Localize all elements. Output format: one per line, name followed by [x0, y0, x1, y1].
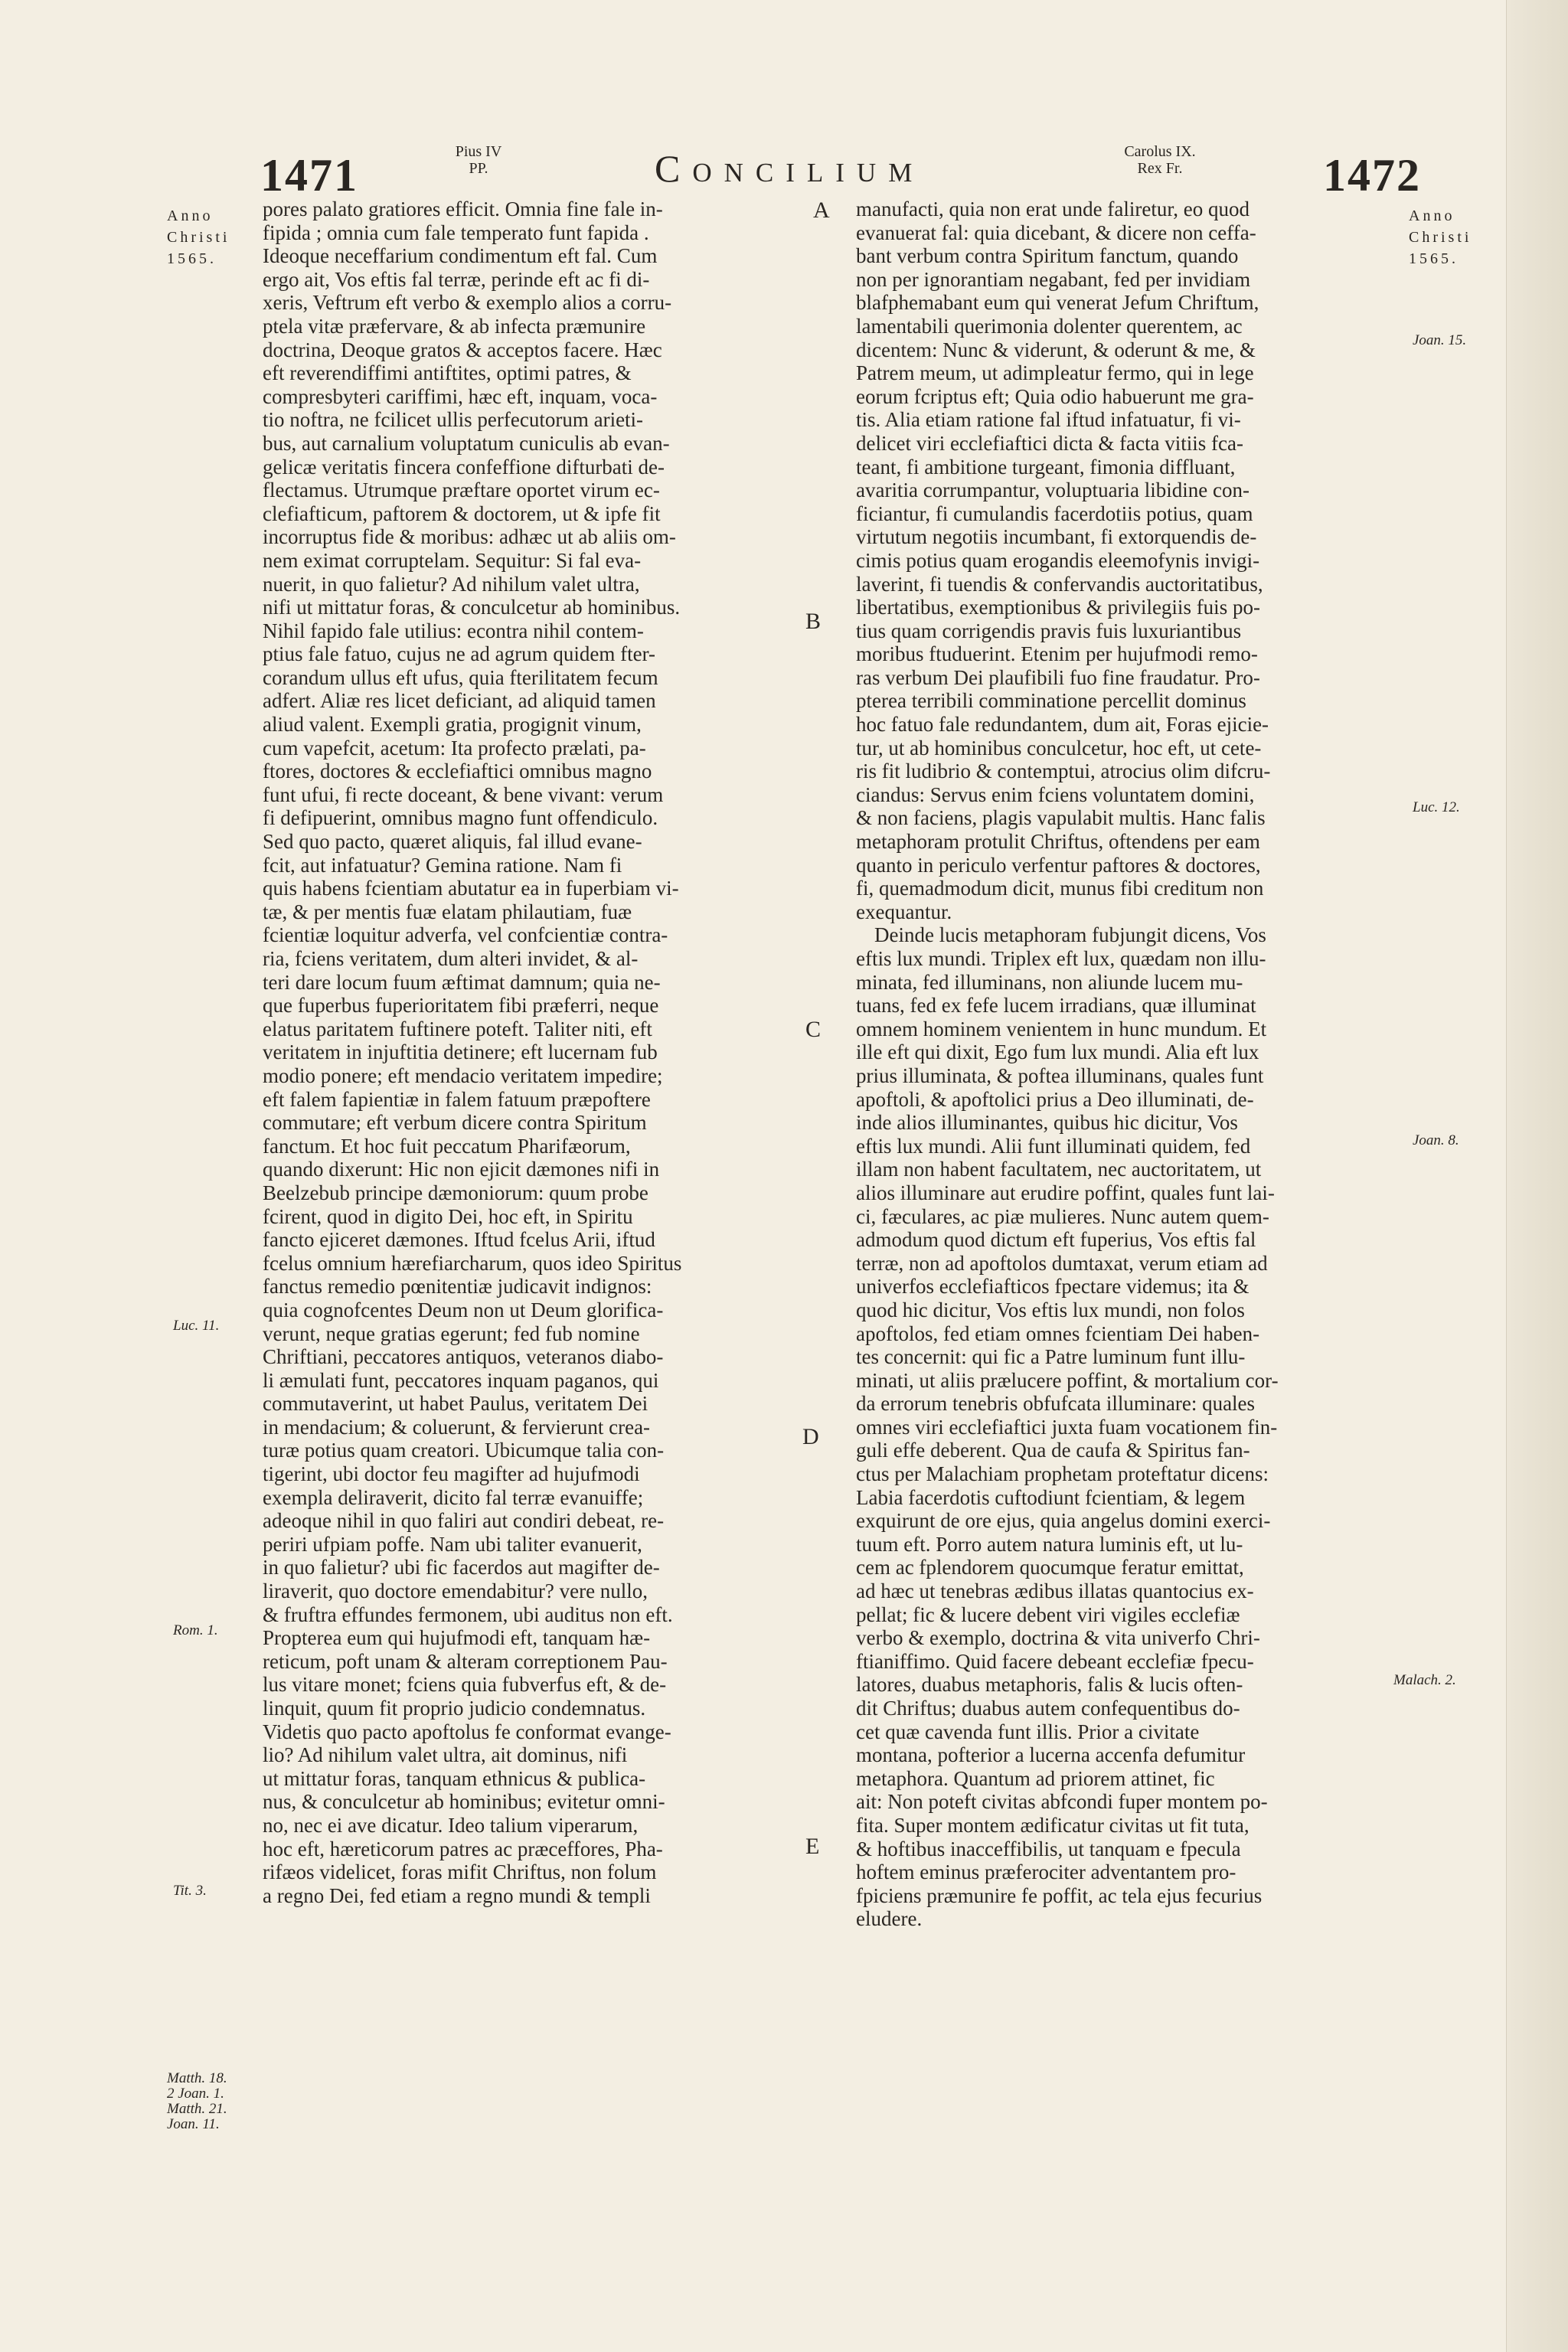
text-line: xeris, Veftrum eft verbo & exemplo alios a corru- — [263, 291, 672, 315]
left-anno-label: Anno — [167, 207, 214, 224]
text-line: ftianiffimo. Quid facere debeant ecclefiæ fpecu- — [856, 1649, 1254, 1673]
text-line: non per ignorantiam negabant, fed per invidiam — [856, 267, 1251, 291]
text-line: flectamus. Utrumque præftare oportet virum ec- — [263, 479, 660, 502]
text-line: fanctum. Et hoc fuit peccatum Pharifæorum, — [263, 1134, 631, 1158]
margin-ref-luc-12: Luc. 12. — [1413, 799, 1460, 815]
left-year-margin — [167, 205, 230, 270]
text-line: dit Chriftus; duabus autem confequentibus do- — [856, 1697, 1240, 1720]
section-letter-d: D — [802, 1424, 819, 1449]
text-line: teri dare locum fuum æftimat damnum; quia ne- — [263, 970, 661, 994]
text-line: prius illuminata, & poftea illuminans, quales funt — [856, 1063, 1264, 1087]
text-line: Propterea eum qui hujufmodi eft, tanquam hæ- — [263, 1626, 651, 1650]
text-line: metaphora. Quantum ad priorem attinet, fic — [856, 1766, 1215, 1790]
text-line: ergo ait, Vos eftis fal terræ, perinde eft ac fi di- — [263, 267, 650, 291]
text-line: quia cognofcentes Deum non ut Deum glorifica- — [263, 1298, 664, 1321]
text-line: & hoftibus inacceffibilis, ut tanquam e fpecula — [856, 1837, 1241, 1860]
text-line: Videtis quo pacto apoftolus fe conformat evange- — [263, 1720, 671, 1743]
margin-ref-joan-11: Joan. 11. — [167, 2116, 220, 2132]
left-text-column — [263, 198, 814, 1907]
text-line: a regno Dei, fed etiam a regno mundi & templi — [263, 1883, 651, 1907]
text-line: ctus per Malachiam prophetam proteftatur dicens: — [856, 1462, 1269, 1486]
text-line: lamentabili querimonia dolenter querentem, ac — [856, 314, 1243, 338]
text-line: eft reverendiffimi antiftites, optimi patres, & — [263, 361, 632, 385]
section-letter-a: A — [813, 198, 830, 223]
text-line: terræ, non ad apoftolos dumtaxat, verum etiam ad — [856, 1251, 1268, 1275]
text-line: tis. Alia etiam ratione fal iftud infatuatur, fi vi- — [856, 408, 1241, 432]
text-line: eftis lux mundi. Alii funt illuminati quidem, fed — [856, 1134, 1251, 1158]
text-line: li æmulati funt, peccatores inquam paganos, qui — [263, 1368, 659, 1392]
text-line: tur, ut ab hominibus conculcetur, hoc eft, ut cete- — [856, 736, 1262, 760]
right-christi-label: Christi — [1409, 229, 1472, 246]
text-line: manufacti, quia non erat unde faliretur, eo quod — [856, 198, 1250, 220]
text-line: exquirunt de ore ejus, quia angelus domini exerci- — [856, 1509, 1271, 1533]
text-line: tio noftra, ne fcilicet ullis perfecutorum arieti- — [263, 408, 644, 432]
text-line: fita. Super montem ædificatur civitas ut fit tuta, — [856, 1813, 1250, 1837]
text-line: nuerit, in quo falietur? Ad nihilum valet ultra, — [263, 572, 640, 596]
text-line: ficiantur, fi cumulandis facerdotiis potius, quam — [856, 501, 1253, 525]
text-line: da errorum tenebris obfufcata illuminare: quales — [856, 1392, 1256, 1416]
text-line: alios illuminare aut erudire poffint, quales funt lai- — [856, 1181, 1275, 1204]
text-line: hoc eft, hæreticorum patres ac præceffores, Pha- — [263, 1837, 663, 1860]
left-year-value: 1565. — [167, 250, 217, 267]
text-line: corandum ullus eft ufus, quia fterilitatem fecum — [263, 665, 658, 689]
king-title: Rex Fr. — [1137, 160, 1183, 177]
king-name: Carolus IX. — [1124, 143, 1196, 160]
text-line: eftis lux mundi. Triplex eft lux, quædam non illu- — [856, 947, 1266, 970]
text-line: tes concernit: qui fic a Patre luminum funt illu- — [856, 1345, 1246, 1369]
text-line: & fruftra effundes fermonem, ubi auditus non eft. — [263, 1602, 673, 1626]
margin-ref-matth-21: Matth. 21. — [167, 2101, 227, 2117]
text-line: blafphemabant eum qui venerat Jefum Chriftum, — [856, 291, 1259, 315]
right-year-value: 1565. — [1409, 250, 1459, 267]
adjacent-page-edge — [1506, 0, 1568, 2352]
text-line: rifæos videlicet, foras mifit Chriftus, non folum — [263, 1860, 657, 1884]
running-title: Concilium — [655, 147, 925, 190]
text-line: cem ac fplendorem quocumque feratur emittat, — [856, 1556, 1244, 1579]
text-line: commutaverint, ut habet Paulus, veritatem Dei — [263, 1392, 648, 1416]
text-line: eludere. — [856, 1907, 923, 1931]
text-line: ci, fæculares, ac piæ mulieres. Nunc autem quem- — [856, 1204, 1269, 1228]
text-line: ria, fciens veritatem, dum alteri invidet, & al- — [263, 947, 639, 970]
pope-title: PP. — [469, 160, 488, 177]
text-line: ras verbum Dei plaufibili fuo fine fraudatur. Pro- — [856, 665, 1260, 689]
text-line: fi defipuerint, omnibus magno funt offendiculo. — [263, 806, 658, 830]
text-line: no, nec ei ave dicatur. Ideo talium viperarum, — [263, 1813, 639, 1837]
text-line: fanctus remedio pœnitentiæ judicavit indignos: — [263, 1275, 652, 1298]
margin-ref-joan-15: Joan. 15. — [1413, 332, 1467, 348]
text-line: Labia facerdotis cuftodiunt fcientiam, & legem — [856, 1485, 1246, 1509]
text-line: omnem hominem venientem in hunc mundum. Et — [856, 1017, 1267, 1040]
text-line: que fuperbus fuperioritatem fibi præferri, neque — [263, 994, 659, 1018]
text-line: libertatibus, exemptionibus & privilegiis fuis po- — [856, 596, 1260, 619]
text-line: moribus ftuduerint. Etenim per hujufmodi remo- — [856, 642, 1258, 666]
text-line: eft falem fapientiæ in falem fatuum præpoftere — [263, 1087, 651, 1111]
text-line: veritatem in injuftitia detinere; eft lucernam fub — [263, 1040, 658, 1064]
margin-ref-luc-11: Luc. 11. — [173, 1318, 220, 1334]
text-line: ille eft qui dixit, Ego fum lux mundi. Alia eft lux — [856, 1040, 1259, 1064]
text-line: pterea terribili comminatione percellit dominus — [856, 689, 1246, 713]
text-line: bus, aut carnalium voluptatum cuniculis ab evan- — [263, 431, 670, 455]
text-line: lio? Ad nihilum valet ultra, ait dominus, nifi — [263, 1743, 628, 1767]
text-line: univerfos ecclefiafticos fpectare videmus; ita & — [856, 1275, 1250, 1298]
text-line: minata, fed illuminans, non aliunde lucem mu- — [856, 970, 1243, 994]
text-line: in quo falietur? ubi fic facerdos aut magifter de- — [263, 1556, 660, 1579]
text-line: doctrina, Deoque gratos & acceptos facere. Hæc — [263, 338, 662, 361]
section-letter-c: C — [805, 1017, 822, 1042]
text-line: illam non habent facultatem, nec auctoritatem, ut — [856, 1158, 1262, 1181]
page-number-left: 1471 — [260, 150, 358, 201]
text-line: ad hæc ut tenebras ædibus illatas quantocius ex- — [856, 1579, 1254, 1603]
text-line: nifi ut mittatur foras, & conculcetur ab hominibus. — [263, 596, 681, 619]
text-line: metaphoram protulit Chriftus, oftendens per eam — [856, 830, 1260, 854]
text-line: quanto in periculo verfentur paftores & doctores, — [856, 853, 1261, 877]
text-line: lus vitare monet; fciens quia fubverfus eft, & de- — [263, 1673, 667, 1697]
text-line: nem eximat corruptelam. Sequitur: Si fal eva- — [263, 548, 642, 572]
text-line: fcientiæ loquitur adverfa, vel confcientiæ contra- — [263, 923, 668, 947]
text-line: quis habens fcientiam abutatur ea in fuperbiam vi- — [263, 877, 679, 900]
text-line: cimis potius quam erogandis eleemofynis invigi- — [856, 548, 1260, 572]
text-line: clefiafticum, paftorem & doctorem, ut & ipfe fit — [263, 501, 661, 525]
text-line: tigerint, ubi doctor feu magifter ad hujufmodi — [263, 1462, 640, 1486]
text-line: tæ, & per mentis fuæ elatam philautiam, fuæ — [263, 900, 632, 923]
text-line: fi, quemadmodum dicit, munus fibi creditum non — [856, 877, 1264, 900]
margin-ref-joan-8: Joan. 8. — [1413, 1132, 1459, 1148]
right-text-column — [856, 198, 1407, 1931]
text-line: teant, fi ambitione turgeant, fimonia diffluant, — [856, 455, 1236, 479]
margin-ref-tit-3: Tit. 3. — [173, 1883, 207, 1899]
text-line: fcelus omnium hærefiarcharum, quos ideo Spiritus — [263, 1251, 682, 1275]
text-line: gelicæ veritatis fincera confeffione difturbati de- — [263, 455, 665, 479]
text-line: virtutum negotiis incumbant, fi extorquendis de- — [856, 525, 1257, 549]
text-line: fcirent, quod in digito Dei, hoc eft, in Spiritu — [263, 1204, 633, 1228]
text-line: & non faciens, plagis vapulabit multis. Hanc falis — [856, 806, 1266, 830]
text-line: cum vapefcit, acetum: Ita profecto prælati, pa- — [263, 736, 646, 760]
text-line: guli effe deberent. Qua de caufa & Spiritus fan- — [856, 1439, 1250, 1462]
text-line: eorum fcriptus eft; Quia odio habuerunt me gra- — [856, 384, 1254, 408]
text-line: evanuerat fal: quia dicebant, & dicere non ceffa- — [856, 220, 1256, 244]
text-line: ptela vitæ præfervare, & ab infecta præmunire — [263, 314, 646, 338]
text-line: montana, pofterior a lucerna accenfa defumitur — [856, 1743, 1246, 1767]
text-line: apoftoli, & apoftolici prius a Deo illuminati, de- — [856, 1087, 1254, 1111]
text-line: Chriftiani, peccatores antiquos, veteranos diabo- — [263, 1345, 664, 1369]
right-anno-label: Anno — [1409, 207, 1455, 224]
text-line: elatus paritatem fuftinere poteft. Taliter niti, eft — [263, 1017, 652, 1040]
text-line: reticum, poft unam & alteram correptionem Pau- — [263, 1649, 668, 1673]
pope-name: Pius IV — [455, 143, 502, 160]
text-line: nus, & conculcetur ab hominibus; evitetur omni- — [263, 1790, 665, 1814]
right-year-margin — [1409, 205, 1472, 270]
text-line: ut mittatur foras, tanquam ethnicus & publica- — [263, 1766, 646, 1790]
text-line: funt ufui, fi recte doceant, & bene vivant: verum — [263, 782, 664, 806]
text-line: modio ponere; eft mendacio veritatem impedire; — [263, 1063, 663, 1087]
text-line: verunt, neque gratias egerunt; fed fub nomine — [263, 1321, 640, 1345]
section-letter-b: B — [805, 609, 822, 634]
text-line: tuum eft. Porro autem natura luminis eft, ut lu- — [856, 1532, 1243, 1556]
text-line: ris fit ludibrio & contemptui, atrocius olim difcru- — [856, 760, 1271, 783]
text-line: fancto ejiceret dæmones. Iftud fcelus Arii, iftud — [263, 1228, 655, 1252]
text-line: Beelzebub principe dæmoniorum: quum probe — [263, 1181, 648, 1204]
text-line: quod hic dicitur, Vos eftis lux mundi, non folos — [856, 1298, 1245, 1321]
text-line: in mendacium; & coluerunt, & fervierunt crea- — [263, 1415, 651, 1439]
text-line: ait: Non poteft civitas abfcondi fuper montem po- — [856, 1790, 1268, 1814]
text-line: aliud valent. Exempli gratia, progignit vinum, — [263, 713, 642, 737]
text-line: avaritia corrumpantur, voluptuaria libidine con- — [856, 479, 1250, 502]
left-christi-label: Christi — [167, 229, 230, 246]
text-line: Deinde lucis metaphoram fubjungit dicens, Vos — [874, 923, 1266, 947]
text-line: quando dixerunt: Hic non ejicit dæmones nifi in — [263, 1158, 660, 1181]
text-line: adfert. Aliæ res licet deficiant, ad aliquid tamen — [263, 689, 656, 713]
text-line: adeoque nihil in quo faliri aut condiri debeat, re- — [263, 1509, 665, 1533]
text-line: pellat; fic & lucere debent viri vigiles ecclefiæ — [856, 1602, 1240, 1626]
text-line: verbo & exemplo, doctrina & vita univerfo Chri- — [856, 1626, 1260, 1650]
text-line: exempla deliraverit, dicito fal terræ evanuiffe; — [263, 1485, 644, 1509]
text-line: liraverit, quo doctore emendabitur? vere nullo, — [263, 1579, 648, 1603]
text-line: omnes viri ecclefiaftici juxta fuam vocationem fin- — [856, 1415, 1278, 1439]
text-line: cet quæ cavenda funt illis. Prior a civitate — [856, 1720, 1200, 1743]
margin-ref-group — [167, 2071, 227, 2132]
text-line: commutare; eft verbum dicere contra Spiritum — [263, 1111, 647, 1135]
text-line: hoc fatuo fale redundantem, dum ait, Foras ejicie- — [856, 713, 1269, 737]
text-line: laverint, fi tuendis & confervandis auctoritatibus, — [856, 572, 1263, 596]
margin-ref-malach-2: Malach. 2. — [1393, 1672, 1456, 1688]
text-line: ftores, doctores & ecclefiaftici omnibus magno — [263, 760, 652, 783]
text-line: ptius fale fatuo, cujus ne ad agrum quidem fter- — [263, 642, 656, 666]
margin-ref-2-joan-1: 2 Joan. 1. — [167, 2086, 224, 2102]
text-line: linquit, quum fit proprio judicio condemnatus. — [263, 1697, 646, 1720]
text-line: latores, duabus metaphoris, falis & lucis often- — [856, 1673, 1243, 1697]
text-line: Sed quo pacto, quæret aliquis, fal illud evane- — [263, 830, 642, 854]
text-line: Ideoque neceffarium condimentum eft fal. Cum — [263, 244, 658, 268]
text-line: delicet viri ecclefiaftici dicta & facta vitiis fca- — [856, 431, 1243, 455]
pope-heading — [436, 143, 521, 177]
text-line: fcit, aut infatuatur? Gemina ratione. Nam fi — [263, 853, 622, 877]
page-number-right: 1472 — [1323, 150, 1421, 201]
text-line: minati, ut aliis prælucere poffint, & mortalium cor- — [856, 1368, 1279, 1392]
text-line: fpiciens præmunire fe poffit, ac tela ejus fecurius — [856, 1883, 1263, 1907]
text-line: exequantur. — [856, 900, 952, 923]
text-line: inde alios illuminantes, quibus hic dicitur, Vos — [856, 1111, 1238, 1135]
margin-ref-rom-1: Rom. 1. — [173, 1622, 218, 1638]
text-line: pores palato gratiores efficit. Omnia fine fale in- — [263, 198, 663, 220]
text-line: compresbyteri cariffimi, hæc eft, inquam, voca- — [263, 384, 658, 408]
section-letter-e: E — [805, 1834, 820, 1859]
text-line: Nihil fapido fale utilius: econtra nihil contem- — [263, 619, 644, 642]
text-line: admodum quod dictum eft fuperius, Vos eftis fal — [856, 1228, 1256, 1252]
text-line: bant verbum contra Spiritum fanctum, quando — [856, 244, 1239, 268]
text-line: incorruptus fide & moribus: adhæc ut ab aliis om- — [263, 525, 676, 549]
king-heading — [1102, 143, 1217, 177]
text-line: dicentem: Nunc & viderunt, & oderunt & me, & — [856, 338, 1256, 361]
text-line: hoftem eminus præferociter adventantem pro- — [856, 1860, 1236, 1884]
text-line: periri ufpiam poffe. Nam ubi taliter evanuerit, — [263, 1532, 642, 1556]
text-line: tius quam corrigendis pravis fuis luxuriantibus — [856, 619, 1242, 642]
text-line: turæ potius quam creatori. Ubicumque talia con- — [263, 1439, 665, 1462]
text-line: ciandus: Servus enim fciens voluntatem domini, — [856, 782, 1255, 806]
text-line: Patrem meum, ut adimpleatur fermo, qui in lege — [856, 361, 1254, 385]
text-line: tuans, fed ex fefe lucem irradians, quæ illuminat — [856, 994, 1256, 1018]
text-line: apoftolos, fed etiam omnes fcientiam Dei haben- — [856, 1321, 1260, 1345]
margin-ref-matth-18: Matth. 18. — [167, 2070, 227, 2086]
text-line: fipida ; omnia cum fale temperato funt fapida . — [263, 220, 649, 244]
